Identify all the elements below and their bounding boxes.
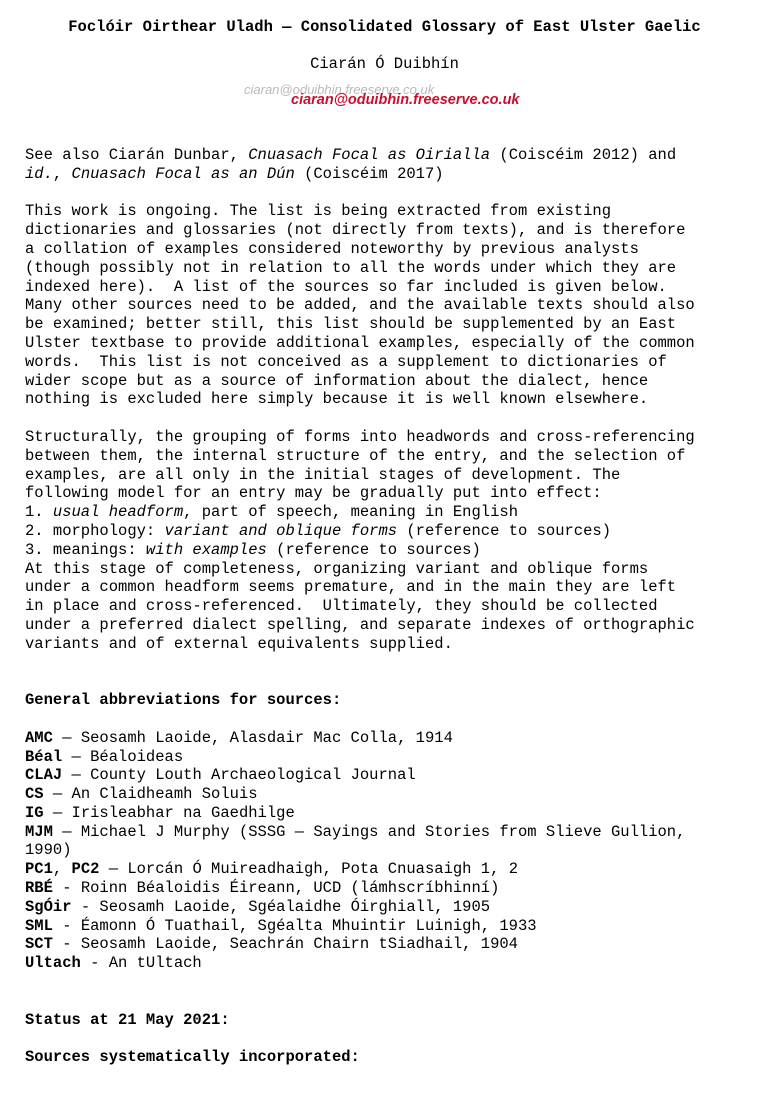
abbreviation-entry: Ultach - An tUltach: [25, 954, 202, 973]
book-title-dun: Cnuasach Focal as an Dún: [71, 164, 295, 183]
abbreviation-entry: SCT - Seosamh Laoide, Seachrán Chairn tSiadhail, 1904: [25, 935, 518, 954]
abbreviation-entry-continued: 1990): [25, 841, 72, 860]
abbreviation-entry: Béal — Béaloideas: [25, 747, 184, 766]
sources-heading: Sources systematically incorporated:: [25, 1048, 360, 1067]
abbreviation-entry: SgÓir - Seosamh Laoide, Sgéalaidhe Óirghiall, 1905: [25, 897, 491, 916]
model-item: 3. meanings: with examples (reference to sources): [25, 540, 481, 559]
abbreviation-entry: PC1, PC2 — Lorcán Ó Muireadhaigh, Pota Cnuasaigh 1, 2: [25, 860, 518, 879]
email-text: ciaran@oduibhin.freeserve.co.uk: [291, 92, 520, 108]
abbreviation-entry: CS — An Claidheamh Soluis: [25, 785, 258, 804]
model-item: 1. usual headform, part of speech, meaning in English: [25, 503, 518, 522]
book-title-oirialla: Cnuasach Focal as Oirialla: [248, 146, 491, 164]
see-also-line-2: id., Cnuasach Focal as an Dún (Coiscéim 2017): [25, 164, 444, 183]
abbreviation-entry: SML - Éamonn Ó Tuathail, Sgéalta Mhuintir Luinigh, 1933: [25, 916, 537, 935]
abbreviation-entry: IG — Irisleabhar na Gaedhilge: [25, 803, 295, 822]
email-shadow-text: ciaran@oduibhin.freeserve.co.uk: [244, 82, 435, 97]
abbreviations-list: [25, 729, 760, 973]
document-body: [25, 146, 760, 1067]
abbreviation-entry: AMC — Seosamh Laoide, Alasdair Mac Colla, 1914: [25, 728, 453, 747]
structure-paragraph: Structurally, the grouping of forms into headwords and cross-referencing between them, the internal structure of the entry, and the selection of examples, are all only in the initial stages of development. The following model for an entry may be gradually put into effect: 1. usual headform, part of speech, meaning in English 2. morphology: variant and oblique forms (reference to sources) 3. meanings: with examples (reference to sources) At this stage of completeness, organizing variant and oblique forms under a common headform seems premature, and in the main they are left in place and cross-referenced. Ultimately, they should be collected under a preferred dialect spelling, and separate indexes of orthographic variants and of external equivalents supplied.: [25, 428, 760, 654]
abbreviations-heading: General abbreviations for sources:: [25, 691, 342, 710]
status-heading: Status at 21 May 2021:: [25, 1010, 230, 1029]
intro-paragraph: This work is ongoing. The list is being extracted from existing dictionaries and glossaries (not directly from texts), and is therefore a collation of examples considered noteworthy by previous analysts (though possibly not in relation to all the words under which they are indexed here). A list of the sources so far included is given below. Many other sources need to be added, and the available texts should also be examined; better still, this list should be supplemented by an East Ulster textbase to provide additional examples, especially of the common words. This list is not conceived as a supplement to dictionaries of wider scope but as a source of information about the dialect, hence nothing is excluded here simply because it is well known elsewhere.: [25, 202, 695, 409]
abbreviation-entry: CLAJ — County Louth Archaeological Journal: [25, 766, 416, 785]
author-name: Ciarán Ó Duibhín: [310, 55, 459, 73]
model-item: 2. morphology: variant and oblique forms (reference to sources): [25, 521, 612, 540]
abbreviation-entry: MJM — Michael J Murphy (SSSG — Sayings and Stories from Slieve Gullion,: [25, 822, 686, 841]
abbreviation-entry: RBÉ - Roinn Béaloidis Éireann, UCD (lámhscríbhinní): [25, 879, 500, 898]
page-title: Foclóir Oirthear Uladh — Consolidated Glossary of East Ulster Gaelic: [68, 18, 701, 36]
see-also-line-1: See also Ciarán Dunbar, Cnuasach Focal as Oirialla (Coiscéim 2012) and: [25, 146, 677, 164]
email-image[interactable]: [244, 82, 534, 110]
